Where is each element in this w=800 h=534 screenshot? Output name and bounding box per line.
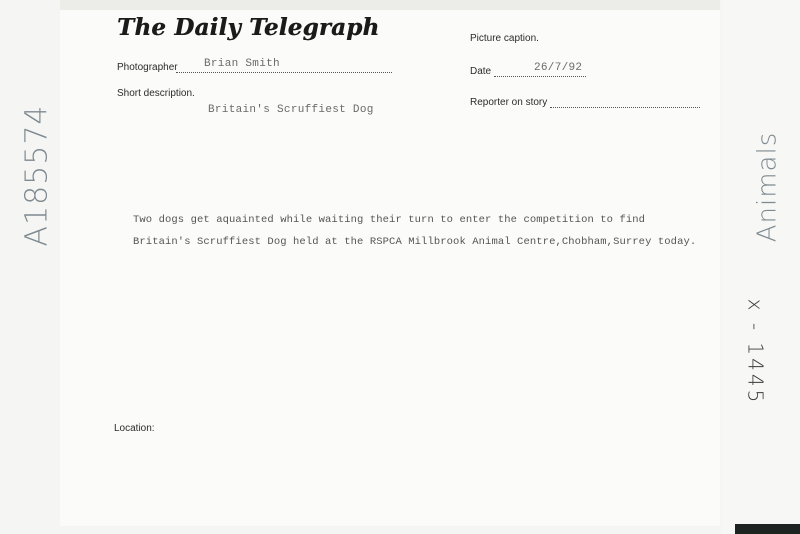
date-dotted-line — [494, 76, 586, 77]
date-value: 26/7/92 — [534, 62, 583, 74]
date-label: Date — [470, 66, 492, 77]
location-label: Location: — [114, 423, 155, 434]
handwritten-archive-number: A185574 — [19, 104, 55, 247]
reporter-dotted-line — [550, 107, 700, 108]
corner-shadow — [735, 524, 800, 534]
picture-caption-label: Picture caption. — [470, 33, 539, 44]
handwritten-category-note: Animals — [752, 131, 783, 243]
short-description-value: Britain's Scruffiest Dog — [208, 104, 374, 116]
caption-line-1: Two dogs get aquainted while waiting their turn to enter the competition to find — [133, 214, 646, 226]
caption-body — [133, 209, 733, 253]
handwritten-reference-code: x - 1445 — [743, 298, 768, 406]
caption-line-2: Britain's Scruffiest Dog held at the RSPCA Millbrook Animal Centre,Chobham,Surrey today. — [133, 236, 697, 248]
reporter-label: Reporter on story — [470, 97, 548, 108]
photographer-label: Photographer — [117, 62, 178, 73]
newspaper-masthead: The Daily Telegraph — [117, 14, 380, 41]
right-margin-strip — [722, 0, 800, 534]
photographer-dotted-line — [176, 72, 392, 73]
photographer-value: Brian Smith — [204, 58, 280, 70]
short-description-label: Short description. — [117, 88, 195, 99]
